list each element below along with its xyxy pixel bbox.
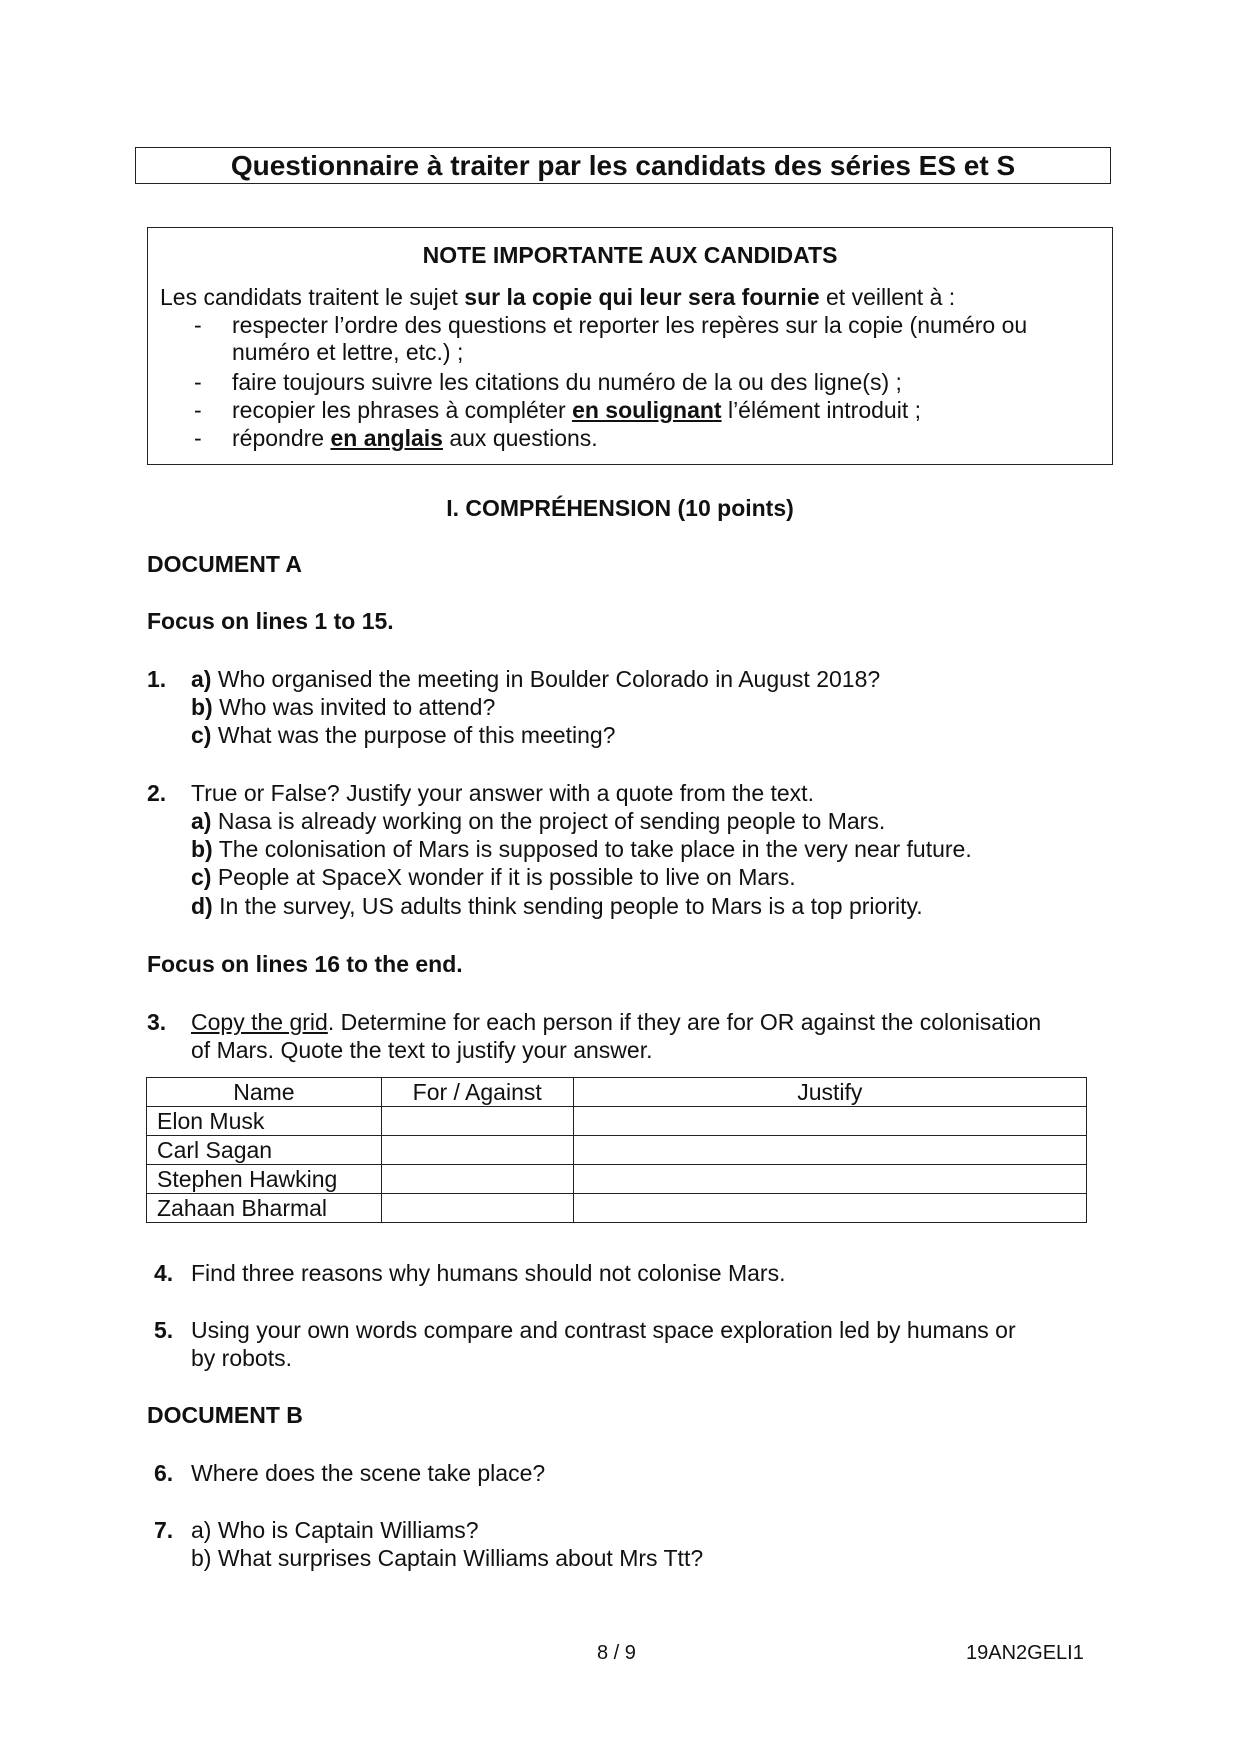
grid-empty-cell (381, 1107, 573, 1136)
focus-heading-1: Focus on lines 1 to 15. (147, 608, 394, 634)
note-item-4-pre: répondre (232, 425, 331, 451)
q2-b-text: The colonisation of Mars is supposed to take place in the very near future. (212, 836, 972, 862)
note-item-3-bold: en soulignant (572, 397, 722, 423)
note-item-3-text (232, 397, 1112, 424)
grid-name-cell: Elon Musk (147, 1107, 382, 1136)
q2-d-label: d) (191, 893, 213, 919)
section-title: I. COMPRÉHENSION (10 points) (446, 495, 794, 521)
dash: - (194, 369, 202, 395)
note-item-3-post: l’élément introduit ; (721, 397, 921, 423)
q2-d-text: In the survey, US adults think sending people to Mars is a top priority. (212, 893, 923, 919)
q2-intro: True or False? Justify your answer with a quote from the text. (191, 780, 814, 806)
grid-empty-cell (573, 1165, 1086, 1194)
grid-name-cell: Carl Sagan (147, 1136, 382, 1165)
note-item-1-line2: numéro et lettre, etc.) ; (232, 339, 464, 365)
document-code: 19AN2GELI1 (966, 1642, 1084, 1664)
focus-heading-2: Focus on lines 16 to the end. (147, 951, 463, 977)
grid-empty-cell (573, 1107, 1086, 1136)
q2-c-text: People at SpaceX wonder if it is possible to live on Mars. (211, 864, 796, 890)
grid-empty-cell (381, 1136, 573, 1165)
q2-a-label: a) (191, 808, 212, 834)
q7-number: 7. (154, 1517, 174, 1543)
note-item-3-pre: recopier les phrases à compléter (232, 397, 573, 423)
q3-rest: . Determine for each person if they are for OR against the colonisation (327, 1009, 1042, 1035)
q1-a-text: Who organised the meeting in Boulder Colorado in August 2018? (211, 666, 881, 692)
q2-a-text: Nasa is already working on the project of sending people to Mars. (211, 808, 886, 834)
q1-c (191, 721, 615, 749)
q2-d (191, 892, 923, 920)
note-box (147, 227, 1113, 465)
grid-empty-cell (573, 1136, 1086, 1165)
q1-a-label: a) (191, 666, 212, 692)
grid-empty-cell (573, 1194, 1086, 1223)
dash: - (194, 312, 202, 338)
q1-b-label: b) (191, 694, 213, 720)
q2-c-label: c) (191, 864, 212, 890)
note-intro-post: et veillent à : (819, 284, 956, 310)
note-item-1-line1: respecter l’ordre des questions et reporter les repères sur la copie (numéro ou (232, 312, 1028, 338)
table-row (147, 1165, 1087, 1194)
note-item-2-text: faire toujours suivre les citations du numéro de la ou des ligne(s) ; (232, 369, 902, 395)
q2-b (191, 835, 972, 863)
q1-b-text: Who was invited to attend? (212, 694, 496, 720)
table-row (147, 1136, 1087, 1165)
q5-number: 5. (154, 1317, 174, 1343)
q4-number: 4. (154, 1260, 174, 1286)
q7-b: b) What surprises Captain Williams about Mrs Ttt? (191, 1545, 704, 1571)
note-item-4-bold: en anglais (330, 425, 443, 451)
q1-a (191, 665, 880, 693)
grid-name-cell: Zahaan Bharmal (147, 1194, 382, 1223)
dash: - (194, 425, 202, 451)
q5-line1: Using your own words compare and contrast space exploration led by humans or (191, 1317, 1016, 1343)
grid-empty-cell (381, 1165, 573, 1194)
doc-a-heading: DOCUMENT A (147, 551, 303, 577)
table-row (147, 1107, 1087, 1136)
q4-text: Find three reasons why humans should not colonise Mars. (191, 1260, 786, 1286)
q1-b (191, 693, 495, 721)
q3-number: 3. (147, 1009, 167, 1035)
grid-empty-cell (381, 1194, 573, 1223)
q1-number: 1. (147, 666, 167, 692)
q6-text: Where does the scene take place? (191, 1460, 546, 1486)
page-title: Questionnaire à traiter par les candidats des séries ES et S (135, 147, 1111, 184)
q5-line2: by robots. (191, 1345, 292, 1371)
grid-header-row (147, 1078, 1087, 1107)
q6-number: 6. (154, 1460, 174, 1486)
answer-grid (146, 1077, 1087, 1223)
page-number: 8 / 9 (597, 1642, 636, 1664)
doc-b-heading: DOCUMENT B (147, 1402, 303, 1428)
note-item-4-post: aux questions. (442, 425, 598, 451)
q3-underlined: Copy the grid (191, 1009, 328, 1035)
q1-c-text: What was the purpose of this meeting? (211, 722, 616, 748)
q2-b-label: b) (191, 836, 213, 862)
note-intro-pre: Les candidats traitent le sujet (160, 284, 465, 310)
note-item-4-text (232, 425, 1112, 452)
dash: - (194, 397, 202, 423)
note-intro (160, 284, 955, 311)
grid-header-justify: Justify (573, 1078, 1086, 1107)
note-intro-bold: sur la copie qui leur sera fournie (464, 284, 820, 310)
q1-c-label: c) (191, 722, 212, 748)
q2-number: 2. (147, 780, 167, 806)
q7-a: a) Who is Captain Williams? (191, 1517, 479, 1543)
q3-line1 (191, 1008, 1041, 1036)
q2-c (191, 863, 796, 891)
table-row (147, 1194, 1087, 1223)
grid-name-cell: Stephen Hawking (147, 1165, 382, 1194)
grid-header-for-against: For / Against (381, 1078, 573, 1107)
note-item-1-text (232, 312, 1112, 366)
note-title: NOTE IMPORTANTE AUX CANDIDATS (422, 242, 838, 268)
q3-line2: of Mars. Quote the text to justify your answer. (191, 1037, 653, 1063)
q2-a (191, 807, 885, 835)
grid-header-name: Name (147, 1078, 382, 1107)
